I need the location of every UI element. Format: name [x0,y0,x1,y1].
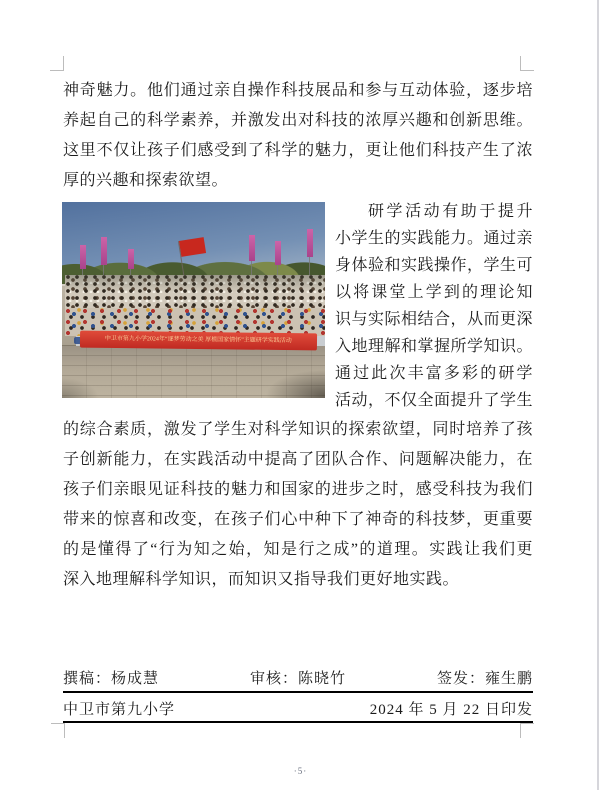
text-line: 研学活动有助于提升 [368,203,533,220]
banner-text: 中卫市第九小学2024年“逐梦劳动之美 厚植国家情怀”主题研学实践活动 [105,336,293,345]
page-number: ·5· [293,766,308,776]
text-line: 子创新能力，在实践活动中提高了团队合作、问题解决能力，在 [63,451,533,468]
pink-flag [249,235,255,261]
red-banner [80,331,317,351]
issuer-credit: 签发：雍生鹏 [436,671,533,687]
stone-pavement [62,346,325,398]
footer-signature-row [63,667,533,688]
text-line: 孩子们亲眼见证科技的魅力和国家的进步之时，感受科技为我们 [63,481,533,498]
footer-bottom-line [63,721,533,723]
text-boundary-mark-top-left [50,56,64,71]
text-line: 厚的兴趣和探索欲望。 [63,172,229,189]
pink-flag [307,229,313,257]
footer-divider-line [63,691,533,693]
reviewer-credit: 审核：陈晓竹 [249,671,346,687]
text-line: 的是懂得了“行为知之始，知是行之成”的道理。实践让我们更 [63,541,533,558]
text-line: 识与实际相结合，从而更深 [335,311,534,328]
student-crowd-upper [65,275,325,312]
paragraph-1 [63,76,533,196]
text-line: 小学生的实践能力。通过亲 [335,230,534,247]
print-date: 2024 年 5 月 22 日印发 [369,702,533,718]
drafter-credit: 撰稿：杨成慧 [63,671,160,687]
page-right-edge [597,0,599,790]
pink-flag [275,241,281,265]
pink-flag [101,237,107,265]
text-line: 养起自己的科学素养，并激发出对科技的浓厚兴趣和创新思维。 [63,112,533,129]
text-boundary-mark-top-right [520,56,534,71]
pink-flag [128,249,134,269]
paragraph-2-full-width [63,415,533,595]
text-line: 活动，不仅全面提升了学生 [335,392,534,409]
pink-flag [80,245,86,269]
text-line: 神奇魅力。他们通过亲自操作科技展品和参与互动体验，逐步培 [63,82,533,99]
footer-publisher-row [63,698,533,719]
group-photo [62,202,325,398]
text-boundary-mark-bottom-left [51,723,65,738]
text-line: 的综合素质，激发了学生对科学知识的探索欲望，同时培养了孩 [63,421,533,438]
text-line: 以将课堂上学到的理论知 [335,284,533,301]
text-line: 深入地理解科学知识，而知识又指导我们更好地实践。 [63,571,460,588]
paragraph-2-wrapped [335,198,533,414]
text-line: 入地理解和掌握所学知识。 [335,338,534,355]
text-line: 身体验和实践操作，学生可 [335,257,534,274]
text-line: 这里不仅让孩子们感受到了科学的魅力，更让他们科技产生了浓 [63,142,533,159]
text-line: 带来的惊喜和改变，在孩子们心中种下了神奇的科技梦，更重要 [63,511,533,528]
text-line: 通过此次丰富多彩的研学 [335,365,533,382]
text-boundary-mark-bottom-right [520,723,534,738]
school-name: 中卫市第九小学 [63,702,176,718]
